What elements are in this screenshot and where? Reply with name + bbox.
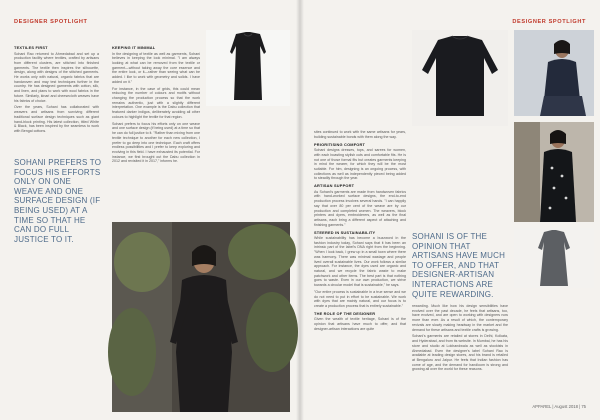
pull-quote: SOHANI PREFERS TO FOCUS HIS EFFORTS ONLY ON ONE WEAVE AND ONE SURFACE DESIGN (IF BEING USED) AT A TIME SO THAT HE CAN DO FULL JUSTICE TO IT.	[14, 158, 102, 244]
middle-column-minimal	[112, 44, 200, 214]
photo-seated-model	[514, 30, 594, 116]
body-paragraph: Sohani Rao returned to Ahmedabad and set up a production facility where textiles, crafted by artisans from different clusters, are stitched into finished garments. The textile then inspires the silhouette, design, along with designs of the stitched garments. He works only with natural, organic fabrics that are handwoven and may test techniques further in the country. He has designed garments with cotton, silk, and linen, and plans to work with wool fabrics in the future. Similarly, kinari and cheesecloth weaves have his fabrics of choice.	[14, 51, 99, 103]
model-photo-illustration	[112, 222, 290, 412]
section-heading: STEERED IN SUSTAINABILITY	[314, 229, 376, 235]
pull-quote: SOHANI IS OF THE OPINION THAT ARTISANS HAVE MUCH TO OFFER, AND THAT DESIGNER-ARTISAN INTERACTIONS ARE QUITE REWARDING.	[412, 232, 506, 299]
body-paragraph: As Sohani's garments are made from handwoven fabrics with hand-worked surface designs, the end-to-end production process involves several hands. "I can happily say that over 80 per cent of the weave are by our production and completed women. The weavers, block printers and dyers, embroiderers, as well as the final artisans, each bring a different aspect of attaching and finishing garments."	[314, 189, 406, 227]
body-paragraph: In the designing of textile as well as garments, Sohani believes in keeping the look minimal. "I am always looking at what can be removed from the textile or garment—without taking away the core essence and the entire look, or it—rather than seeing what can be added. I like to work with geometry and solids. I have added on it."	[112, 51, 200, 84]
photo-grey-dress	[514, 228, 594, 288]
photo-model-plants	[112, 222, 290, 412]
body-paragraph: While sustainability has become a buzzword in the fashion industry today, Sohani says that it has been an intrinsic part of the label's DNA right from the beginning. "When I look back, I grew up in a small town where there was harmony. There was minimal wastage and people lived overall sustainable lives. Our work follows a similar approach. For instance, the dyes used are organic and natural, and we recycle the fabric waste to make patchwork and other items. The best part is that nothing goes to waste. Even in our own production, we strive towards a circular model that is sustainable," he says.	[314, 236, 406, 288]
body-paragraph: "Our entire process is sustainable in a true sense and we do not need to put in effort to be sustainable. We work with dyes that are mainly natural, and our focus is to create a production process that is entirely sustainable."	[314, 289, 406, 309]
photo-dark-top	[412, 30, 508, 126]
model-photo-illustration	[514, 122, 594, 222]
left-column-textiles	[14, 44, 99, 154]
photo-model-kurta	[514, 122, 594, 222]
body-paragraph: Sohani's garments are retailed at stores in Delhi, Kolkata, and Hyderabad, and from its website. In Mumbai, he has his store and studio at Lokhandwala as well as stockists in Ahmedabad. Even the designer's label Sohani Rao is available at leading design stores, and his brand is retailed at Bengaluru and Jaipur. He feels that Indian fashion has come of age, and the demand for handloom is strong and growing all over the world for these reasons.	[412, 334, 508, 372]
body-paragraph: For instance, in the case of grids, this could mean reducing the number of colours and motifs without changing the production process so that the work remains authentic, just with a slightly different interpretation. One example is the Dabu collection that featured darker indigos, deliberately avoiding all other colours to highlight the textile for that region.	[112, 86, 200, 119]
section-heading: THE ROLE OF THE DESIGNER	[314, 310, 376, 316]
photo-black-tunic	[206, 30, 290, 106]
section-heading: ARTISAN SUPPORT	[314, 183, 355, 189]
garment-illustration	[514, 228, 594, 288]
section-heading: PRIORITISING COMFORT	[314, 141, 366, 147]
section-heading: KEEPING IT MINIMAL	[112, 45, 156, 50]
body-paragraph: Sohani designs dresses, tops, and sarees for women, with each boasting stylish cuts and comfortable fits. He is not one of those formal fits but creates garments keeping in mind the wearer, for which they will be the most suitable. For him, designing is an ongoing process, with collections as well as independently pieced being added to steadily through the year.	[314, 148, 406, 181]
garment-illustration	[206, 30, 290, 106]
right-page	[300, 0, 600, 420]
right-column-continued	[412, 304, 508, 408]
section-label: DESIGNER SPOTLIGHT	[14, 19, 88, 25]
section-label: DESIGNER SPOTLIGHT	[512, 19, 586, 25]
body-paragraph: Sohani prefers to focus his efforts only on one weave and one surface design (if being used) at a time so that he can do full justice to it. "Rather than mixing from one textile technique to another for each new collection, I prefer to go deep into one technique. Each craft offers endless possibilities and I prefer to keep exploring and evolving in this field. I have exhausted its potential. For instance, we first brought out the Dabu collection in 2012 and revisited it in 2017," informs he.	[112, 121, 200, 164]
page-footer: APPAREL | August 2018 | 75	[532, 404, 586, 409]
body-paragraph: sites continued to work with the same artisans for years, building sustainable bonds with them along the way.	[314, 130, 406, 139]
body-paragraph: Over the years, Sohani has collaborated with weavers and artisans from surviving different traditional surface design techniques such as giant hand-block printing. His latest collection, titled White & Black, has been inspired by the seamless to work with Bengal cottons.	[14, 105, 99, 133]
section-heading: TEXTILES FIRST	[14, 45, 48, 50]
body-paragraph: rewarding. Much like how his design sensibilities have evolved over the past decade, he feels that artisans, too, have evolved, and are open to working with designers now more than ever. As a result of which, the contemporary revivals are slowly making headway in the market and the demand for these artisans and textile crafts is growing.	[412, 304, 508, 332]
model-photo-illustration	[514, 30, 594, 116]
garment-illustration	[412, 30, 508, 126]
right-column-main	[314, 130, 406, 408]
body-paragraph: Given the wealth of textile heritage, Sohani is of the opinion that artisans have much to offer, and that designer-artisan interactions are quite	[314, 317, 406, 331]
